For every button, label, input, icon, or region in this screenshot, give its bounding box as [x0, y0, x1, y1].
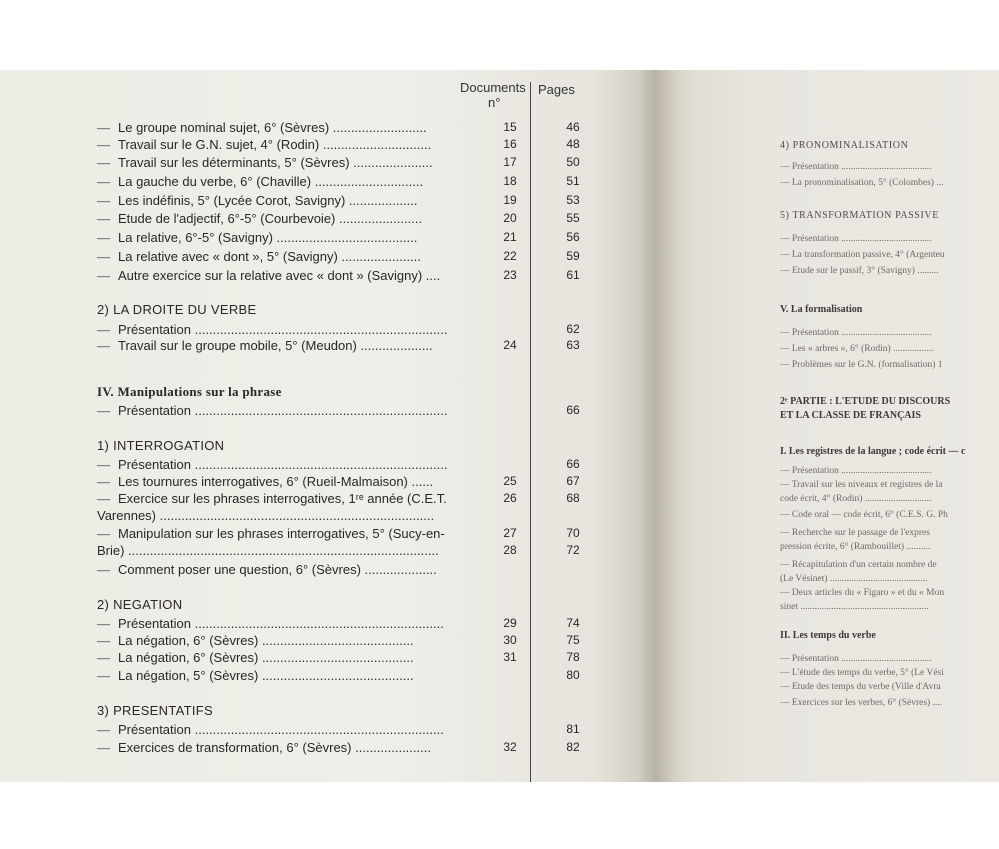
document-number: 32	[503, 740, 517, 754]
facing-page-entry: — Etude sur le passif, 3° (Savigny) .........	[780, 266, 939, 276]
facing-page-heading: 5) TRANSFORMATION PASSIVE	[780, 210, 939, 221]
toc-row	[0, 722, 640, 742]
toc-entry-title: Travail sur les déterminants, 5° (Sèvres) ......................	[118, 155, 433, 170]
facing-page-entry: sinet ......................................................	[780, 602, 929, 612]
entry-dash: —	[97, 616, 110, 631]
toc-entry-title: La gauche du verbe, 6° (Chaville) ..............................	[118, 174, 424, 189]
document-number: 30	[503, 633, 517, 647]
entry-dash: —	[97, 526, 110, 541]
facing-page-entry: — Etude des temps du verbe (Ville d'Avra	[780, 682, 941, 692]
document-number: 31	[503, 650, 517, 664]
entry-dash: —	[97, 249, 110, 264]
facing-page-entry: — Présentation ......................................	[780, 466, 932, 476]
toc-entry-title: Etude de l'adjectif, 6°-5° (Courbevoie) .......................	[118, 211, 423, 226]
document-number: 22	[503, 249, 517, 263]
section-heading: 3) PRESENTATIFS	[97, 703, 213, 718]
toc-row	[0, 249, 640, 269]
entry-dash: —	[97, 268, 110, 283]
page-number: 80	[566, 668, 580, 682]
page-number: 53	[566, 193, 580, 207]
facing-page-entry: — Travail sur les niveaux et registres de la	[780, 480, 943, 490]
entry-dash: —	[97, 338, 110, 353]
entry-dash: —	[97, 174, 110, 189]
document-number: 20	[503, 211, 517, 225]
page-number: 67	[566, 474, 580, 488]
right-page	[700, 70, 999, 782]
facing-page-entry: (Le Vésinet) .........................................	[780, 574, 928, 584]
entry-dash: —	[97, 740, 110, 755]
toc-entry-continuation: Varennes) ............................................................................	[97, 508, 435, 523]
entry-dash: —	[97, 193, 110, 208]
toc-entry-title: La relative, 6°-5° (Savigny) .......................................	[118, 230, 418, 245]
toc-row	[0, 740, 640, 760]
page-number: 56	[566, 230, 580, 244]
entry-dash: —	[97, 457, 110, 472]
entry-dash: —	[97, 120, 110, 135]
entry-dash: —	[97, 403, 110, 418]
page-number: 59	[566, 249, 580, 263]
facing-page-heading: ET LA CLASSE DE FRANÇAIS	[780, 410, 921, 421]
facing-page-heading: 2ᵉ PARTIE : L'ETUDE DU DISCOURS	[780, 396, 951, 407]
page-number: 61	[566, 268, 580, 282]
toc-entry-title: Les tournures interrogatives, 6° (Rueil-Malmaison) ......	[118, 474, 434, 489]
entry-dash: —	[97, 722, 110, 737]
pages-header: Pages	[538, 82, 575, 97]
document-number: 19	[503, 193, 517, 207]
toc-row	[0, 155, 640, 175]
page-number: 75	[566, 633, 580, 647]
toc-row	[0, 438, 640, 458]
documents-number-header: n°	[488, 95, 501, 110]
part-heading: IV. Manipulations sur la phrase	[97, 384, 282, 399]
page-number: 63	[566, 338, 580, 352]
page-number: 82	[566, 740, 580, 754]
toc-row	[0, 230, 640, 250]
facing-page-entry: pression écrite, 6° (Rambouillet) ..........	[780, 542, 931, 552]
facing-page-entry: — Présentation ......................................	[780, 234, 932, 244]
entry-dash: —	[97, 211, 110, 226]
toc-entry-title: Présentation ......................................................................	[118, 457, 448, 472]
facing-page-entry: — Présentation ......................................	[780, 328, 932, 338]
toc-entry-title: Le groupe nominal sujet, 6° (Sèvres) ..........................	[118, 120, 427, 135]
document-number: 23	[503, 268, 517, 282]
facing-page-entry: — Problèmes sur le G.N. (formalisation) 1	[780, 360, 943, 370]
facing-page-heading: 4) PRONOMINALISATION	[780, 140, 909, 151]
toc-row	[0, 384, 640, 404]
toc-row	[0, 597, 640, 617]
facing-page-entry: — La pronominalisation, 5° (Colombes) ...	[780, 178, 944, 188]
toc-entry-title: Présentation .....................................................................	[118, 616, 444, 631]
document-number: 15	[503, 120, 517, 134]
toc-entry-title: La relative avec « dont », 5° (Savigny) ......................	[118, 249, 421, 264]
facing-page-entry: — L'étude des temps du verbe, 5° (Le Vési	[780, 668, 944, 678]
facing-page-entry: — Deux articles du « Figaro » et du « Mon	[780, 588, 945, 598]
toc-row	[0, 562, 640, 582]
facing-page-entry: — La transformation passive, 4° (Argenteu	[780, 250, 945, 260]
facing-page-entry: — Exercices sur les verbes, 6° (Sèvres) ....	[780, 698, 943, 708]
entry-dash: —	[97, 562, 110, 577]
toc-entry-title: Exercices de transformation, 6° (Sèvres) .....................	[118, 740, 431, 755]
document-number: 26	[503, 491, 517, 505]
entry-dash: —	[97, 230, 110, 245]
entry-dash: —	[97, 155, 110, 170]
open-book	[0, 70, 999, 782]
facing-page-heading: V. La formalisation	[780, 304, 863, 315]
document-number: 25	[503, 474, 517, 488]
entry-dash: —	[97, 668, 110, 683]
facing-page-entry: — Présentation ......................................	[780, 654, 932, 664]
toc-row	[0, 703, 640, 723]
page-number: 55	[566, 211, 580, 225]
document-number: 17	[503, 155, 517, 169]
toc-entry-continuation: Brie) ......................................................................................	[97, 543, 439, 558]
toc-row	[0, 137, 640, 157]
document-number: 27	[503, 526, 517, 540]
entry-dash: —	[97, 633, 110, 648]
facing-page-heading: I. Les registres de la langue ; code écrit — c	[780, 446, 966, 457]
entry-dash: —	[97, 137, 110, 152]
toc-row	[0, 211, 640, 231]
left-page	[0, 70, 646, 782]
facing-page-entry: — Récapitulation d'un certain nombre de	[780, 560, 937, 570]
page-number: 72	[566, 543, 580, 557]
toc-row	[0, 508, 640, 528]
facing-page-entry: — Les « arbres », 6° (Rodin) .................	[780, 344, 934, 354]
book-gutter	[640, 70, 700, 782]
facing-page-entry: — Code oral — code écrit, 6° (C.E.S. G. Ph	[780, 510, 948, 520]
toc-entry-title: Travail sur le G.N. sujet, 4° (Rodin) ..............................	[118, 137, 432, 152]
section-heading: 2) NEGATION	[97, 597, 183, 612]
entry-dash: —	[97, 474, 110, 489]
toc-row	[0, 302, 640, 322]
toc-row	[0, 174, 640, 194]
facing-page-entry: — Recherche sur le passage de l'expres	[780, 528, 930, 538]
section-heading: 2) LA DROITE DU VERBE	[97, 302, 257, 317]
toc-row	[0, 543, 640, 563]
page-number: 48	[566, 137, 580, 151]
facing-page-entry: — Présentation ......................................	[780, 162, 932, 172]
page-number: 66	[566, 403, 580, 417]
toc-entry-title: Présentation ......................................................................	[118, 322, 448, 337]
facing-page-heading: II. Les temps du verbe	[780, 630, 876, 641]
page-number: 46	[566, 120, 580, 134]
page-number: 62	[566, 322, 580, 336]
toc-entry-title: Manipulation sur les phrases interrogatives, 5° (Sucy-en-	[118, 526, 445, 541]
page-number: 50	[566, 155, 580, 169]
section-heading: 1) INTERROGATION	[97, 438, 225, 453]
document-number: 29	[503, 616, 517, 630]
page-number: 68	[566, 491, 580, 505]
toc-entry-title: La négation, 5° (Sèvres) ..........................................	[118, 668, 414, 683]
document-number: 24	[503, 338, 517, 352]
toc-row	[0, 338, 640, 358]
facing-page-entry: code écrit, 4° (Rodin) ............................	[780, 494, 932, 504]
document-number: 16	[503, 137, 517, 151]
entry-dash: —	[97, 491, 110, 506]
toc-row	[0, 668, 640, 688]
document-number: 28	[503, 543, 517, 557]
toc-entry-title: Exercice sur les phrases interrogatives, 1ʳᵉ année (C.E.T.	[118, 491, 447, 506]
page-number: 74	[566, 616, 580, 630]
toc-entry-title: Comment poser une question, 6° (Sèvres) ....................	[118, 562, 437, 577]
page-number: 78	[566, 650, 580, 664]
documents-header: Documents	[460, 80, 526, 95]
page-number: 70	[566, 526, 580, 540]
toc-entry-title: Présentation ......................................................................	[118, 403, 448, 418]
document-number: 18	[503, 174, 517, 188]
entry-dash: —	[97, 650, 110, 665]
toc-row	[0, 403, 640, 423]
toc-entry-title: Autre exercice sur la relative avec « dont » (Savigny) ....	[118, 268, 441, 283]
toc-entry-title: Les indéfinis, 5° (Lycée Corot, Savigny) ...................	[118, 193, 418, 208]
page-number: 51	[566, 174, 580, 188]
entry-dash: —	[97, 322, 110, 337]
toc-row	[0, 650, 640, 670]
toc-entry-title: La négation, 6° (Sèvres) ..........................................	[118, 650, 414, 665]
toc-row	[0, 268, 640, 288]
toc-entry-title: La négation, 6° (Sèvres) ..........................................	[118, 633, 414, 648]
document-number: 21	[503, 230, 517, 244]
toc-entry-title: Présentation .....................................................................	[118, 722, 444, 737]
page-number: 81	[566, 722, 580, 736]
toc-entry-title: Travail sur le groupe mobile, 5° (Meudon) ....................	[118, 338, 433, 353]
toc-row	[0, 193, 640, 213]
page-number: 66	[566, 457, 580, 471]
